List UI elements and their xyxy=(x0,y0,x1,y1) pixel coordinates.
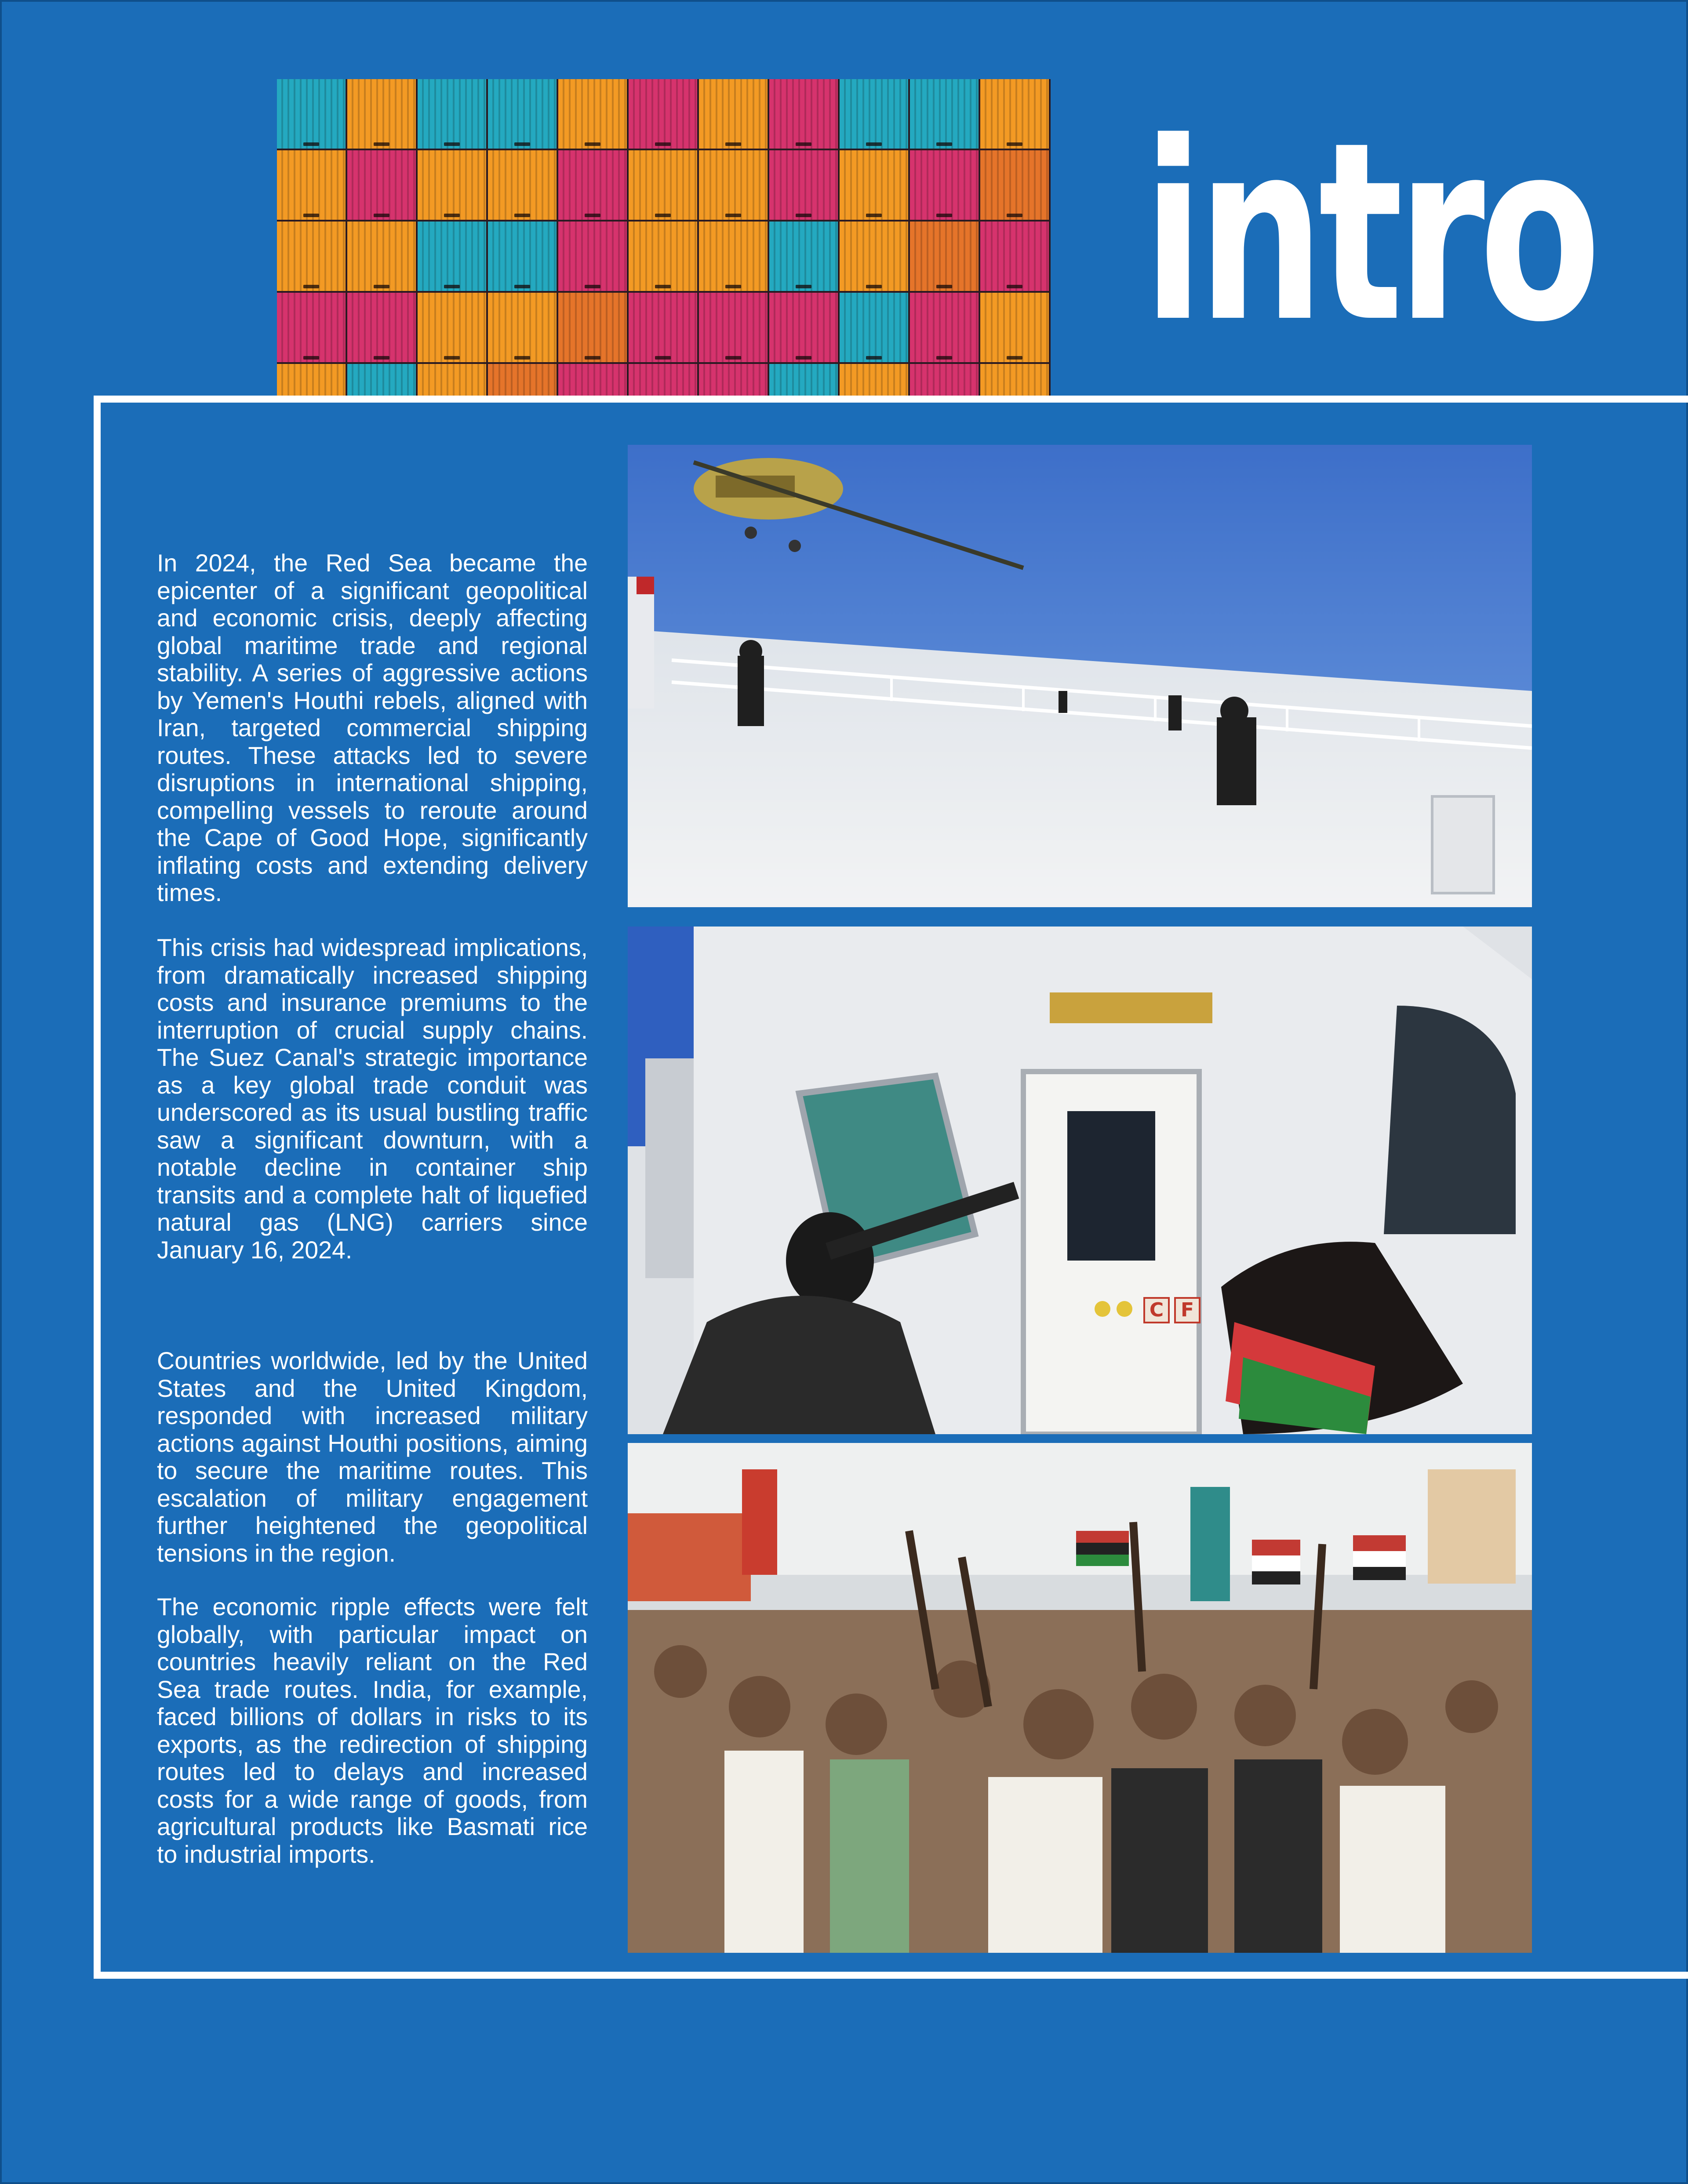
paragraph-2: This crisis had widespread implications, from dramatically increased shipping costs and insurance premiums to the interruption of crucial supply chains. The Suez Canal's strategic importance as a key global trade conduit was underscored as its usual bustling traffic saw a significant downturn, with a notable decline in container ship transits and a complete halt of liquefied natural gas (LNG) carriers since January 16, 2024. xyxy=(157,934,588,1264)
door-label-c: C xyxy=(1149,1299,1164,1321)
paragraph-1: In 2024, the Red Sea became the epicenter of a significant geopolitical and economic crisis, deeply affecting global maritime trade and regional stability. A series of aggressive actions by Yemen's Houthi rebels, aligned with Iran, targeted commercial shipping routes. These attacks led to severe disruptions in international shipping, compelling vessels to reroute around the Cape of Good Hope, significantly inflating costs and extending delivery times. xyxy=(157,549,588,906)
ship-bridge-photo xyxy=(628,927,1532,1434)
door-label-f: F xyxy=(1180,1299,1194,1321)
paragraph-3: Countries worldwide, led by the United States and the United Kingdom, responded with increased military actions against Houthi positions, aiming to secure the maritime routes. This escalation of military engagement further heightened the geopolitical tensions in the region. xyxy=(157,1347,588,1567)
crowd-rally-photo xyxy=(628,1443,1532,1953)
helicopter-deck-photo xyxy=(628,445,1532,907)
page-title: intro xyxy=(1143,90,1596,376)
shipping-containers-image xyxy=(277,79,1051,396)
paragraph-4: The economic ripple effects were felt globally, with particular impact on countries heavily reliant on the Red Sea trade routes. India, for example, faced billions of dollars in risks to its exports, as the redirection of shipping routes led to delays and increased costs for a wide range of goods, from agricultural products like Basmati rice to industrial imports. xyxy=(157,1593,588,1868)
